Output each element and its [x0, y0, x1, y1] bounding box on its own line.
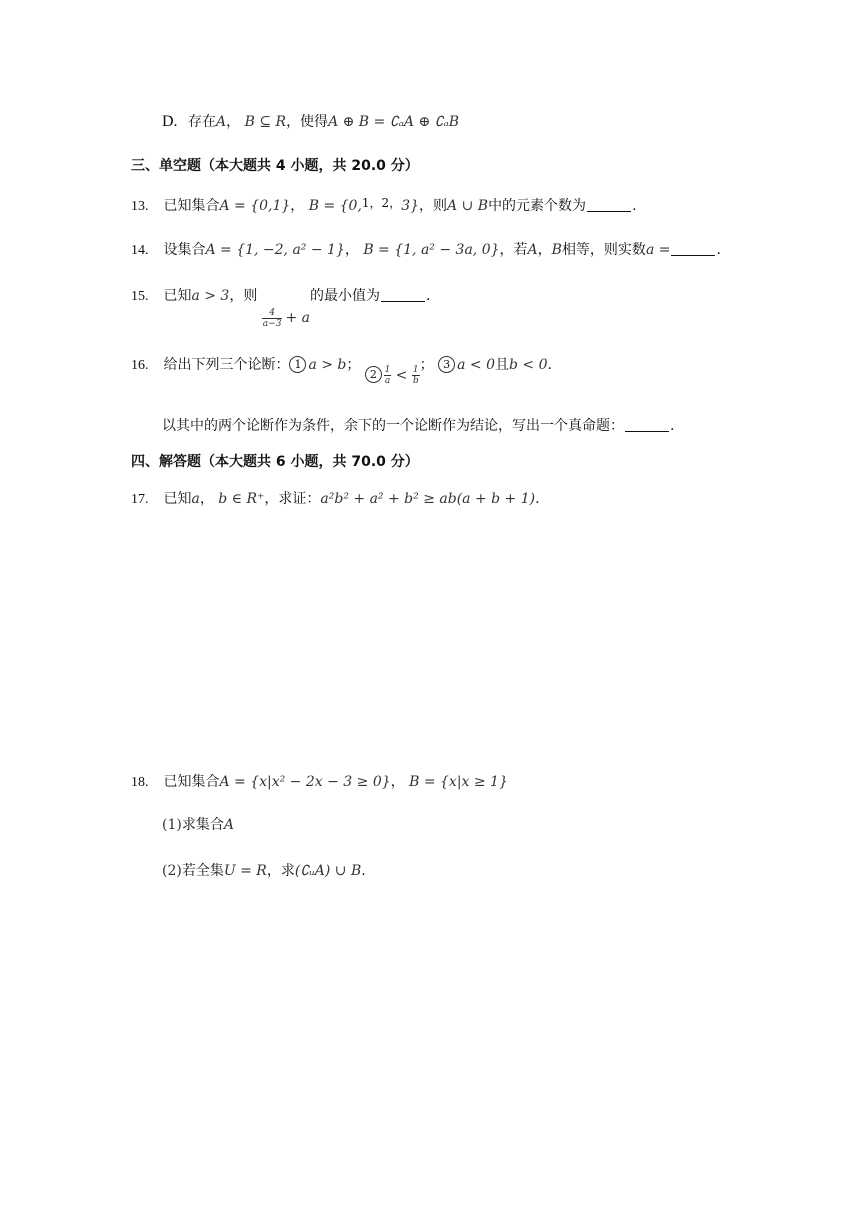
option-text: 存在	[188, 114, 217, 130]
math-expr: a > b	[308, 357, 347, 373]
question-number: 13.	[131, 199, 149, 214]
question-16-continued	[162, 416, 674, 436]
question-number: 15.	[131, 289, 149, 304]
question-18-part-1	[162, 815, 234, 835]
question-text: 已知集合	[163, 774, 220, 790]
question-text: 相等，则实数	[561, 242, 646, 258]
numerator: 4	[269, 307, 275, 318]
period: .	[632, 198, 637, 214]
part-label: (2)	[162, 863, 182, 879]
separator: ，	[290, 198, 305, 214]
math-expr: B = {x|x ≥ 1}	[409, 774, 508, 790]
math-expr: A ∪ B	[447, 198, 489, 214]
math-expr: b ∈ R⁺	[218, 491, 265, 507]
question-18-part-2	[162, 861, 366, 881]
math-expr: a =	[645, 242, 671, 258]
math-operator: <	[395, 367, 408, 383]
fraction	[412, 365, 420, 386]
question-number: 16.	[131, 358, 149, 373]
math-expr: b < 0	[508, 357, 548, 373]
question-text: 已知	[163, 288, 192, 304]
separator: ，	[226, 114, 241, 130]
period: .	[547, 357, 552, 373]
question-18	[131, 772, 508, 793]
separator: ，	[537, 242, 552, 258]
question-text: 若全集	[181, 863, 224, 879]
math-expr: B ⊆ R	[244, 114, 287, 130]
question-text: 已知	[163, 491, 192, 507]
math-var: B	[551, 242, 562, 258]
math-expr: A = {1, −2, a² − 1}	[205, 242, 345, 258]
question-text: ，则	[419, 198, 448, 214]
separator: ，	[199, 491, 214, 507]
question-text: 1，2，	[361, 196, 402, 210]
question-text: ，求证：	[264, 491, 321, 507]
question-text: 以其中的两个论断作为条件，余下的一个论断作为结论，写出一个真命题：	[162, 418, 624, 434]
section-title: 四、解答题（本大题共 6 小题，共 70.0 分）	[131, 454, 419, 470]
period: .	[535, 491, 540, 507]
fraction	[384, 365, 391, 386]
question-text: ，则	[229, 288, 258, 304]
question-text: ，求	[266, 863, 295, 879]
math-expr: A = {x|x² − 2x − 3 ≥ 0}	[219, 774, 391, 790]
question-16	[131, 355, 552, 386]
math-expr: a > 3	[191, 288, 230, 304]
fraction-expr	[365, 365, 420, 386]
question-13	[131, 193, 637, 217]
section-title: 三、单空题（本大题共 4 小题，共 20.0 分）	[131, 158, 419, 174]
math-expr: (∁ᵤA) ∪ B	[294, 863, 362, 879]
math-expr: + a	[285, 310, 310, 326]
numerator: 1	[384, 364, 391, 375]
math-expr: B = {1, a² − 3a, 0}	[363, 242, 500, 258]
math-expr: B = {0,	[308, 198, 362, 214]
option-d	[162, 112, 459, 132]
math-expr: U = R	[223, 863, 267, 879]
question-15	[131, 286, 430, 329]
question-text: ，若	[499, 242, 528, 258]
fraction-expr	[262, 308, 310, 329]
question-text: 的最小值为	[309, 288, 380, 304]
circled-number: 1	[289, 356, 306, 373]
answer-blank[interactable]	[381, 287, 425, 302]
math-expr: A ⊕ B = ∁ₐA ⊕ ∁ₐB	[328, 114, 460, 130]
question-text: 且	[494, 357, 509, 373]
question-number: 18.	[131, 775, 149, 790]
math-var: A	[527, 242, 538, 258]
option-label: D.	[162, 113, 178, 130]
math-expr: A = {0,1}	[219, 198, 291, 214]
period: .	[425, 288, 431, 304]
math-var: A	[223, 817, 234, 833]
math-expr: a < 0	[457, 357, 495, 373]
math-var: A	[216, 114, 227, 130]
period: .	[670, 418, 675, 434]
math-expr: 3}	[401, 198, 420, 214]
question-text: 给出下列三个论断：	[163, 357, 290, 373]
separator: ；	[419, 357, 434, 373]
circled-number: 2	[365, 366, 382, 383]
numerator: 1	[412, 364, 419, 375]
question-text: 设集合	[163, 242, 206, 258]
separator: ，	[390, 774, 405, 790]
question-text: 求集合	[181, 817, 224, 833]
answer-blank[interactable]	[625, 417, 669, 432]
circled-number: 3	[438, 356, 455, 373]
option-text: ，使得	[286, 114, 329, 130]
part-label: (1)	[162, 817, 182, 833]
denominator: a	[384, 375, 391, 386]
period: .	[716, 242, 721, 258]
separator: ；	[346, 357, 361, 373]
separator: ，	[344, 242, 359, 258]
denominator: b	[412, 375, 419, 386]
answer-blank[interactable]	[587, 197, 631, 212]
question-text: 已知集合	[163, 198, 220, 214]
question-number: 14.	[131, 243, 149, 258]
math-var: a	[191, 491, 200, 507]
question-number: 17.	[131, 492, 149, 507]
question-17	[131, 489, 540, 510]
answer-blank[interactable]	[671, 241, 715, 256]
fraction	[262, 308, 283, 329]
question-text: 中的元素个数为	[488, 198, 587, 214]
denominator: a−3	[262, 318, 282, 329]
question-14	[131, 240, 721, 261]
period: .	[361, 863, 366, 879]
math-expr: a²b² + a² + b² ≥ ab(a + b + 1)	[320, 491, 536, 507]
